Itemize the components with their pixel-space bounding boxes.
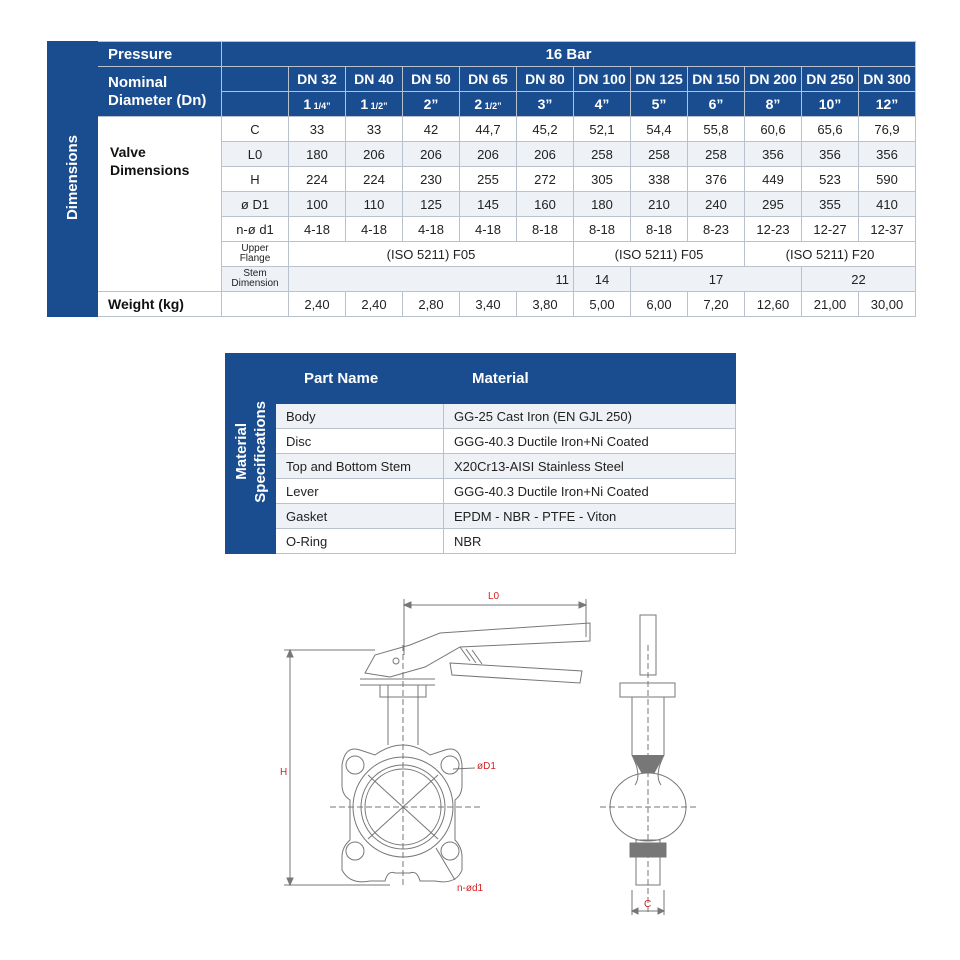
row-label: H xyxy=(222,167,289,192)
dn-size: DN 65 xyxy=(460,67,517,92)
table-cell: 42 xyxy=(403,117,460,142)
stem-value: 11 xyxy=(289,267,574,292)
table-cell: 145 xyxy=(460,192,517,217)
part-name-cell: Top and Bottom Stem xyxy=(276,454,444,479)
weight-cell: 5,00 xyxy=(574,292,631,317)
inch-size: 1 1/4” xyxy=(289,92,346,117)
table-cell: 206 xyxy=(460,142,517,167)
lever-shape xyxy=(365,623,590,677)
material-cell: EPDM - NBR - PTFE - Viton xyxy=(444,504,736,529)
table-cell: 4-18 xyxy=(346,217,403,242)
table-cell: 4-18 xyxy=(289,217,346,242)
table-cell: 356 xyxy=(745,142,802,167)
table-cell: 410 xyxy=(859,192,916,217)
inch-size: 5” xyxy=(631,92,688,117)
weight-cell: 2,40 xyxy=(289,292,346,317)
table-cell: 206 xyxy=(403,142,460,167)
table-cell: 45,2 xyxy=(517,117,574,142)
inch-size: 4” xyxy=(574,92,631,117)
table-cell: 12-23 xyxy=(745,217,802,242)
material-cell: X20Cr13-AISI Stainless Steel xyxy=(444,454,736,479)
table-cell: 356 xyxy=(859,142,916,167)
table-cell: 100 xyxy=(289,192,346,217)
part-name-cell: Gasket xyxy=(276,504,444,529)
upper-flange-value: (ISO 5211) F05 xyxy=(574,242,745,267)
inch-size: 3” xyxy=(517,92,574,117)
table-cell: 125 xyxy=(403,192,460,217)
weight-cell: 3,40 xyxy=(460,292,517,317)
table-cell: 255 xyxy=(460,167,517,192)
upper-flange-value: (ISO 5211) F05 xyxy=(289,242,574,267)
table-cell: 258 xyxy=(631,142,688,167)
dimensions-table xyxy=(47,41,916,317)
material-header: Material xyxy=(444,354,736,404)
weight-cell: 30,00 xyxy=(859,292,916,317)
dn-size: DN 80 xyxy=(517,67,574,92)
table-cell: 240 xyxy=(688,192,745,217)
dn-size: DN 300 xyxy=(859,67,916,92)
table-cell: 65,6 xyxy=(802,117,859,142)
table-cell: 8-18 xyxy=(517,217,574,242)
material-cell: NBR xyxy=(444,529,736,554)
table-cell: 33 xyxy=(289,117,346,142)
table-cell: 272 xyxy=(517,167,574,192)
table-cell: 76,9 xyxy=(859,117,916,142)
weight-cell: 7,20 xyxy=(688,292,745,317)
table-cell: 230 xyxy=(403,167,460,192)
inch-size: 10” xyxy=(802,92,859,117)
table-cell: 180 xyxy=(289,142,346,167)
weight-cell: 21,00 xyxy=(802,292,859,317)
table-cell: 54,4 xyxy=(631,117,688,142)
table-cell: 8-23 xyxy=(688,217,745,242)
inch-size: 8” xyxy=(745,92,802,117)
table-cell: 180 xyxy=(574,192,631,217)
dn-size: DN 40 xyxy=(346,67,403,92)
valve-technical-drawing xyxy=(270,585,710,930)
row-label: C xyxy=(222,117,289,142)
table-cell: 356 xyxy=(802,142,859,167)
table-cell: 258 xyxy=(688,142,745,167)
table-cell: 206 xyxy=(517,142,574,167)
valve-dimensions-label: Valve Dimensions xyxy=(98,117,222,292)
dn-size: DN 150 xyxy=(688,67,745,92)
table-cell: 160 xyxy=(517,192,574,217)
inch-size: 2 1/2” xyxy=(460,92,517,117)
part-name-cell: Disc xyxy=(276,429,444,454)
table-cell: 590 xyxy=(859,167,916,192)
table-cell: 8-18 xyxy=(631,217,688,242)
table-cell: 210 xyxy=(631,192,688,217)
table-cell: 295 xyxy=(745,192,802,217)
inch-size: 12” xyxy=(859,92,916,117)
table-cell: 224 xyxy=(289,167,346,192)
table-cell: 258 xyxy=(574,142,631,167)
table-cell: 110 xyxy=(346,192,403,217)
stem-value: 22 xyxy=(802,267,916,292)
table-cell: 4-18 xyxy=(403,217,460,242)
table-cell: 338 xyxy=(631,167,688,192)
label-c: C xyxy=(644,899,652,910)
table-cell: 376 xyxy=(688,167,745,192)
inch-size: 6” xyxy=(688,92,745,117)
table-cell: 8-18 xyxy=(574,217,631,242)
material-side-label: Material Specifications xyxy=(226,354,276,554)
weight-label: Weight (kg) xyxy=(98,292,222,317)
table-cell: 4-18 xyxy=(460,217,517,242)
table-cell: 55,8 xyxy=(688,117,745,142)
row-label: L0 xyxy=(222,142,289,167)
weight-cell: 12,60 xyxy=(745,292,802,317)
table-cell: 355 xyxy=(802,192,859,217)
part-name-cell: Body xyxy=(276,404,444,429)
table-cell: 44,7 xyxy=(460,117,517,142)
table-cell: 33 xyxy=(346,117,403,142)
label-l0: L0 xyxy=(488,591,500,602)
blank-header-cell xyxy=(222,92,289,117)
table-cell: 52,1 xyxy=(574,117,631,142)
stem-dimension-label: Stem Dimension xyxy=(222,267,289,292)
blank-header-cell xyxy=(222,67,289,92)
weight-cell: 3,80 xyxy=(517,292,574,317)
table-cell: 224 xyxy=(346,167,403,192)
part-name-cell: O-Ring xyxy=(276,529,444,554)
stem-value: 14 xyxy=(574,267,631,292)
dn-size: DN 50 xyxy=(403,67,460,92)
weight-cell: 2,80 xyxy=(403,292,460,317)
pressure-label: Pressure xyxy=(98,42,222,67)
upper-flange-value: (ISO 5211) F20 xyxy=(745,242,916,267)
table-cell: 305 xyxy=(574,167,631,192)
weight-cell: 2,40 xyxy=(346,292,403,317)
table-cell: 206 xyxy=(346,142,403,167)
inch-size: 2” xyxy=(403,92,460,117)
label-nd1: n-ød1 xyxy=(457,883,484,894)
nominal-diameter-label: Nominal Diameter (Dn) xyxy=(98,67,222,117)
pressure-value: 16 Bar xyxy=(222,42,916,67)
dn-size: DN 200 xyxy=(745,67,802,92)
material-table xyxy=(225,353,736,554)
stem-value: 17 xyxy=(631,267,802,292)
weight-cell: 6,00 xyxy=(631,292,688,317)
inch-size: 1 1/2” xyxy=(346,92,403,117)
dimensions-side-label: Dimensions xyxy=(48,42,98,317)
material-cell: GGG-40.3 Ductile Iron+Ni Coated xyxy=(444,479,736,504)
row-label: ø D1 xyxy=(222,192,289,217)
material-cell: GG-25 Cast Iron (EN GJL 250) xyxy=(444,404,736,429)
table-cell: 60,6 xyxy=(745,117,802,142)
table-cell: 12-37 xyxy=(859,217,916,242)
blank-cell xyxy=(222,292,289,317)
table-cell: 449 xyxy=(745,167,802,192)
dn-size: DN 250 xyxy=(802,67,859,92)
label-h: H xyxy=(280,767,288,778)
dn-size: DN 100 xyxy=(574,67,631,92)
table-cell: 523 xyxy=(802,167,859,192)
material-cell: GGG-40.3 Ductile Iron+Ni Coated xyxy=(444,429,736,454)
part-name-header: Part Name xyxy=(276,354,444,404)
table-cell: 12-27 xyxy=(802,217,859,242)
part-name-cell: Lever xyxy=(276,479,444,504)
label-d1: øD1 xyxy=(477,761,496,772)
upper-flange-label: Upper Flange xyxy=(222,242,289,267)
row-label: n-ø d1 xyxy=(222,217,289,242)
dn-size: DN 32 xyxy=(289,67,346,92)
dn-size: DN 125 xyxy=(631,67,688,92)
